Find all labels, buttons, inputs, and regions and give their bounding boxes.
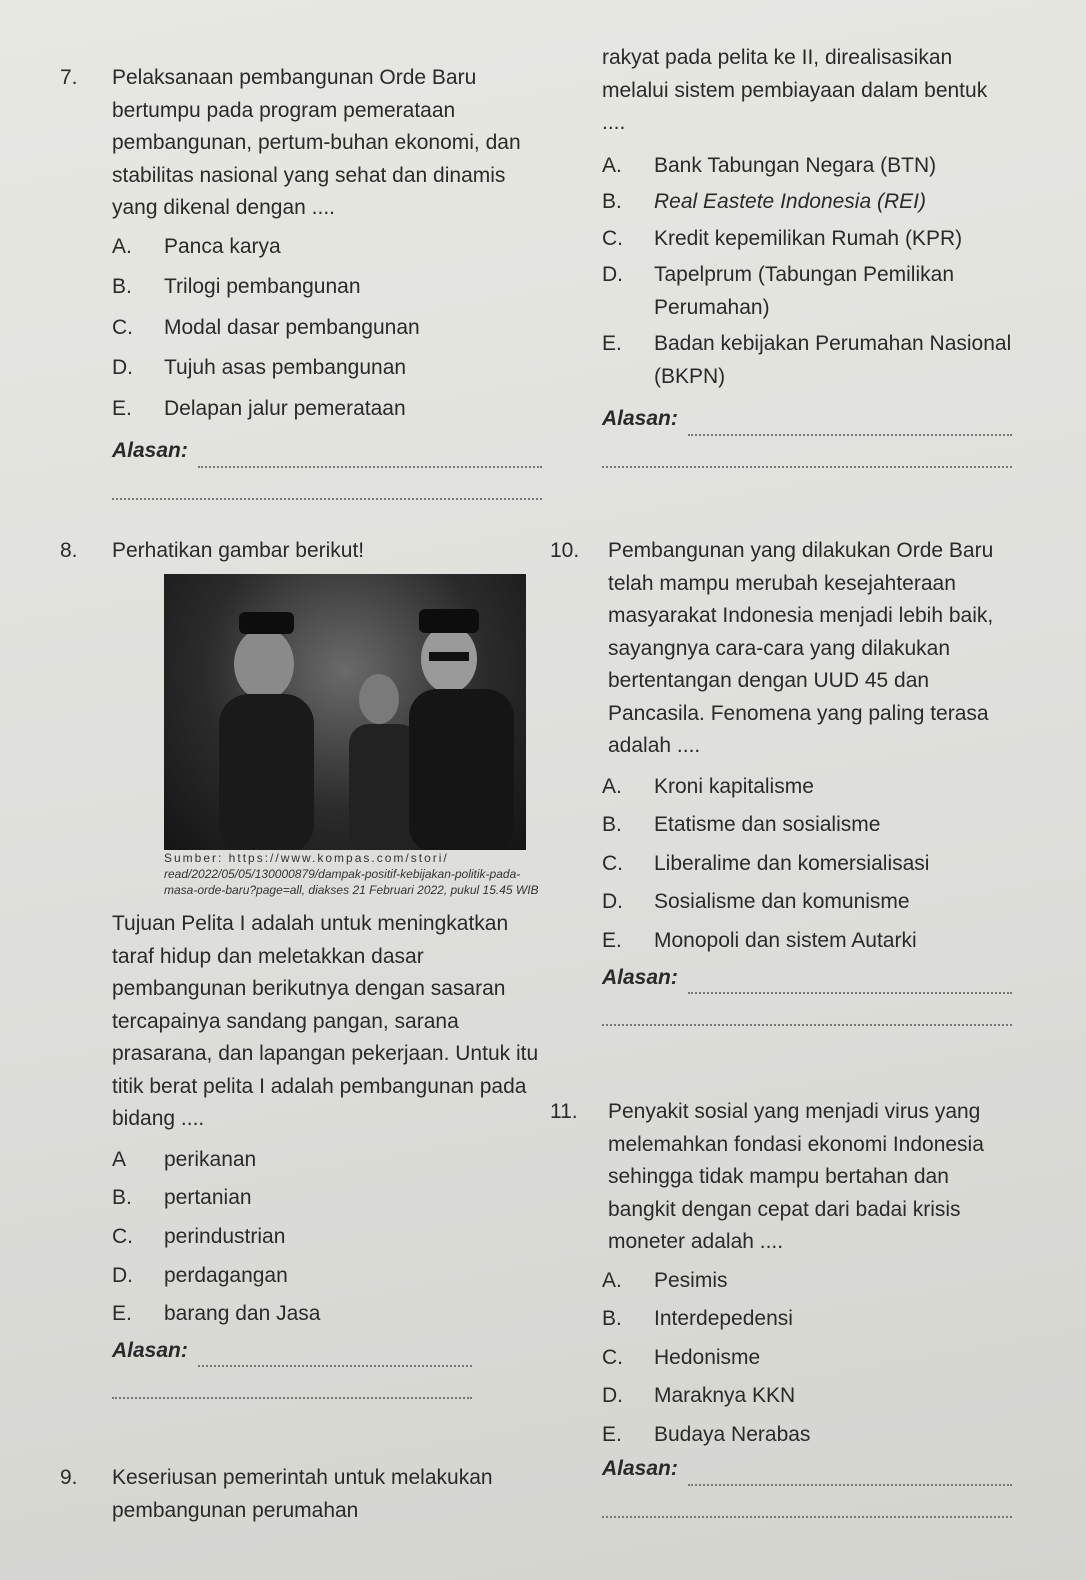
- option-e[interactable]: E. Delapan jalur pemerataan: [112, 396, 406, 420]
- question-number: 8.: [60, 539, 78, 562]
- option-d[interactable]: D. Sosialisme dan komunisme: [602, 890, 910, 914]
- answer-reason-field[interactable]: [602, 1453, 1012, 1486]
- answer-reason-line[interactable]: [112, 1381, 472, 1399]
- answer-reason-field[interactable]: [112, 1335, 472, 1368]
- option-a[interactable]: A. Kroni kapitalisme: [602, 774, 814, 798]
- question-9-continued: [602, 42, 1012, 468]
- answer-reason-field[interactable]: [112, 435, 542, 468]
- option-a[interactable]: A perikanan: [112, 1147, 257, 1171]
- question-number: 7.: [60, 66, 78, 89]
- reason-label: Alasan:: [112, 439, 188, 463]
- question-11: [550, 1096, 1012, 1518]
- question-stem: Tujuan Pelita I adalah untuk meningkatkan taraf hidup dan meletakkan dasar pembangunan berikutnya dengan sasaran tercapainya sandang pangan, sarana prasarana, dan lapangan pekerjaan. Untuk itu titik berat pelita I adalah pembangunan pada bidang ....: [112, 912, 539, 1131]
- option-b[interactable]: B. Trilogi pembangunan: [112, 275, 361, 299]
- option-e[interactable]: E. Monopoli dan sistem Autarki: [602, 929, 917, 953]
- question-9: [60, 1462, 542, 1527]
- option-b[interactable]: B. Real Eastete Indonesia (REI): [602, 190, 926, 214]
- question-stem-part-2: rakyat pada pelita ke II, direalisasikan melalui sistem pembiayaan dalam bentuk ....: [602, 46, 988, 135]
- answer-reason-field[interactable]: [602, 403, 1012, 436]
- option-c[interactable]: C. Hedonisme: [602, 1345, 761, 1369]
- option-a[interactable]: A. Panca karya: [112, 234, 281, 258]
- option-b[interactable]: B. Interdepedensi: [602, 1307, 793, 1331]
- caption-source: Sumber: https://www.kompas.com/stori/: [164, 850, 449, 865]
- option-c[interactable]: C. Kredit kepemilikan Rumah (KPR): [602, 226, 963, 250]
- question-intro: Perhatikan gambar berikut!: [112, 539, 365, 562]
- question-number: 9.: [60, 1466, 78, 1489]
- answer-reason-line[interactable]: [602, 1008, 1012, 1026]
- historical-photo: [164, 574, 526, 850]
- option-c[interactable]: C. Modal dasar pembangunan: [112, 315, 420, 339]
- question-10: [550, 535, 1012, 1026]
- photo-figures-image: [164, 574, 526, 850]
- answer-reason-line[interactable]: [112, 482, 542, 500]
- option-a[interactable]: A. Bank Tabungan Negara (BTN): [602, 153, 937, 177]
- question-7: [60, 62, 542, 500]
- question-number: 10.: [550, 539, 580, 562]
- photo-caption: [164, 850, 542, 899]
- option-d[interactable]: D. Tujuh asas pembangunan: [112, 356, 407, 380]
- option-e[interactable]: E. Badan kebijakan Perumahan Nasional (BKPN): [602, 332, 1012, 388]
- question-stem-part-1: Keseriusan pemerintah untuk melakukan pembangunan perumahan: [112, 1466, 493, 1522]
- answer-reason-field[interactable]: [602, 962, 1012, 995]
- question-8: [60, 535, 542, 1399]
- option-d[interactable]: D. Tapelprum (Tabungan Pemilikan Perumahan): [602, 263, 954, 319]
- question-stem: Pembangunan yang dilakukan Orde Baru telah mampu merubah kesejahteraan masyarakat Indonesia menjadi lebih baik, sayangnya cara-cara yang dilakukan bertentangan dengan UUD 45 dan Pancasila. Fenomena yang paling terasa adalah ....: [608, 539, 994, 758]
- answer-reason-line[interactable]: [602, 450, 1012, 468]
- option-d[interactable]: D. Maraknya KKN: [602, 1384, 796, 1408]
- option-c[interactable]: C. Liberalime dan komersialisasi: [602, 851, 930, 875]
- option-d[interactable]: D. perdagangan: [112, 1263, 288, 1287]
- option-c[interactable]: C. perindustrian: [112, 1225, 286, 1249]
- reason-label: Alasan:: [602, 407, 678, 431]
- option-b[interactable]: B. Etatisme dan sosialisme: [602, 813, 881, 837]
- option-e[interactable]: E. Budaya Nerabas: [602, 1422, 811, 1446]
- question-number: 11.: [550, 1100, 578, 1123]
- caption-details: read/2022/05/05/130000879/dampak-positif-kebijakan-politik-pada-masa-orde-baru?page=all, diakses 21 Februari 2022, pukul 15.45 WIB: [164, 866, 539, 897]
- option-e[interactable]: E. barang dan Jasa: [112, 1302, 321, 1326]
- question-stem: Penyakit sosial yang menjadi virus yang melemahkan fondasi ekonomi Indonesia sehingga tidak mampu bertahan dan bangkit dengan cepat dari badai krisis moneter adalah ....: [608, 1100, 984, 1254]
- option-b[interactable]: B. pertanian: [112, 1186, 252, 1210]
- option-a[interactable]: A. Pesimis: [602, 1268, 728, 1292]
- reason-label: Alasan:: [112, 1338, 188, 1362]
- question-stem: Pelaksanaan pembangunan Orde Baru bertumpu pada program pemerataan pembangunan, pertum-buhan ekonomi, dan stabilitas nasional yang sehat dan dinamis yang dikenal dengan ....: [112, 66, 521, 220]
- reason-label: Alasan:: [602, 1457, 678, 1481]
- reason-label: Alasan:: [602, 965, 678, 989]
- answer-reason-line[interactable]: [602, 1500, 1012, 1518]
